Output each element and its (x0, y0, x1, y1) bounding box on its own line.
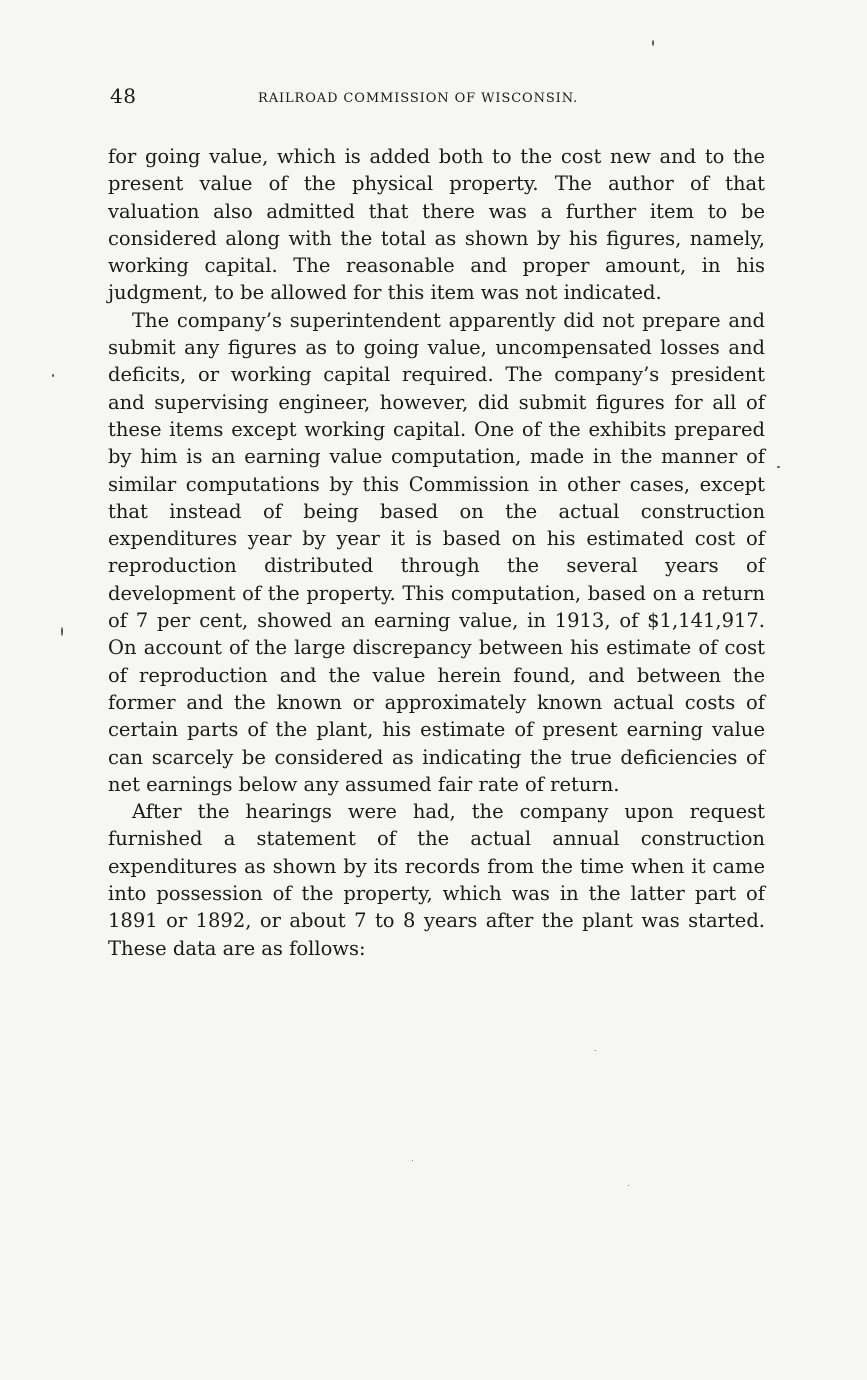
page-number: 48 (110, 84, 137, 108)
scan-speck (595, 1050, 596, 1051)
scan-speck (61, 627, 63, 636)
running-title: RAILROAD COMMISSION OF WISCONSIN. (258, 91, 579, 106)
scan-speck (52, 374, 54, 377)
scan-speck (777, 466, 780, 468)
scan-speck (412, 1160, 413, 1161)
paragraph: After the hearings were had, the company upon request furnished a statement of the actual annual construction expenditures as shown by its records from the time when it came into possession of the property, which was in the latter part of 1891 or 1892, or about 7 to 8 years after the plant was started. These data are as follows: (108, 800, 765, 960)
running-header (110, 84, 765, 112)
scan-speck (652, 40, 654, 46)
paragraph: for going value, which is added both to the cost new and to the present value of the physical property. The author of that valuation also admitted that there was a further item to be considered along with the total as shown by his figures, namely, working capital. The reasonable and proper amount, in his judgment, to be allowed for this item was not indicated. (108, 145, 765, 305)
body-text (108, 143, 765, 962)
scan-speck (628, 1185, 629, 1186)
paragraph: The company’s superintendent apparently did not prepare and submit any figures as to going value, uncompensated losses and deficits, or working capital required. The company’s president and supervising engineer, however, did submit figures for all of these items except working capital. One of the exhibits prepared by him is an earning value computation, made in the manner of similar computations by this Commission in other cases, except that instead of being based on the actual construction expenditures year by year it is based on his estimated cost of reproduction distributed through the several years of development of the property. This computation, based on a return of 7 per cent, showed an earning value, in 1913, of $1,141,917. On account of the large discrepancy between his estimate of cost of reproduction and the value herein found, and between the former and the known or approximately known actual costs of certain parts of the plant, his estimate of present earning value can scarcely be considered as indicating the true deficiencies of net earnings below any assumed fair rate of return. (108, 308, 765, 796)
